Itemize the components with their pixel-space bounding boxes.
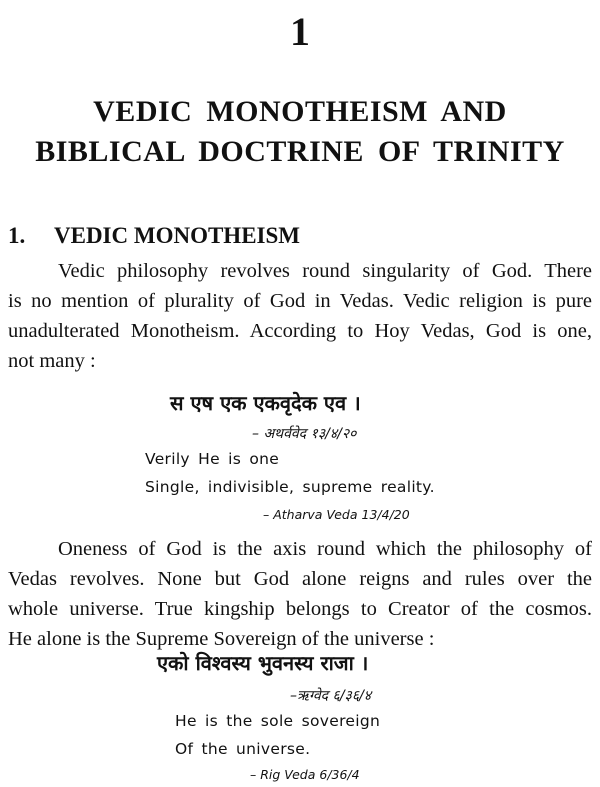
citation-1: – Atharva Veda 13/4/20 — [263, 507, 410, 522]
sanskrit-verse-1: स एष एक एकवृदेक एव । — [170, 391, 361, 415]
sanskrit-citation-2: –ऋग्वेद ६/३६/४ — [290, 688, 372, 704]
translation-1-line-1: Verily He is one — [145, 450, 280, 468]
section-heading — [8, 222, 300, 250]
section-number: 1. — [8, 223, 26, 248]
section-title: VEDIC MONOTHEISM — [54, 223, 300, 248]
paragraph-line: is no mention of plurality of God in Vedas. Vedic religion is pure — [8, 290, 592, 312]
translation-2-line-2: Of the universe. — [175, 740, 311, 758]
paragraph-line: Oneness of God is the axis round which the philosophy of — [58, 538, 592, 560]
chapter-title — [0, 92, 600, 172]
paragraph-line: whole universe. True kingship belongs to Creator of the cosmos. — [8, 598, 592, 620]
paragraph-1 — [8, 256, 592, 376]
citation-2: – Rig Veda 6/36/4 — [250, 767, 360, 782]
paragraph-line: unadulterated Monotheism. According to Hoy Vedas, God is one, — [8, 320, 592, 342]
paragraph-2 — [8, 534, 592, 654]
chapter-number: 1 — [290, 9, 310, 54]
sanskrit-citation-1: – अथर्ववेद १३/४/२० — [252, 426, 357, 442]
chapter-title-line-1: VEDIC MONOTHEISM AND — [93, 95, 507, 128]
translation-1-line-2: Single, indivisible, supreme reality. — [145, 478, 435, 496]
paragraph-line: Vedas revolves. None but God alone reigns and rules over the — [8, 568, 592, 590]
paragraph-line: not many : — [8, 350, 96, 372]
chapter-title-line-2: BIBLICAL DOCTRINE OF TRINITY — [35, 135, 565, 168]
paragraph-line: He alone is the Supreme Sovereign of the universe : — [8, 628, 435, 650]
paragraph-line: Vedic philosophy revolves round singularity of God. There — [58, 260, 592, 282]
sanskrit-verse-2: एको विश्वस्य भुवनस्य राजा । — [157, 651, 369, 675]
translation-2-line-1: He is the sole sovereign — [175, 712, 381, 730]
